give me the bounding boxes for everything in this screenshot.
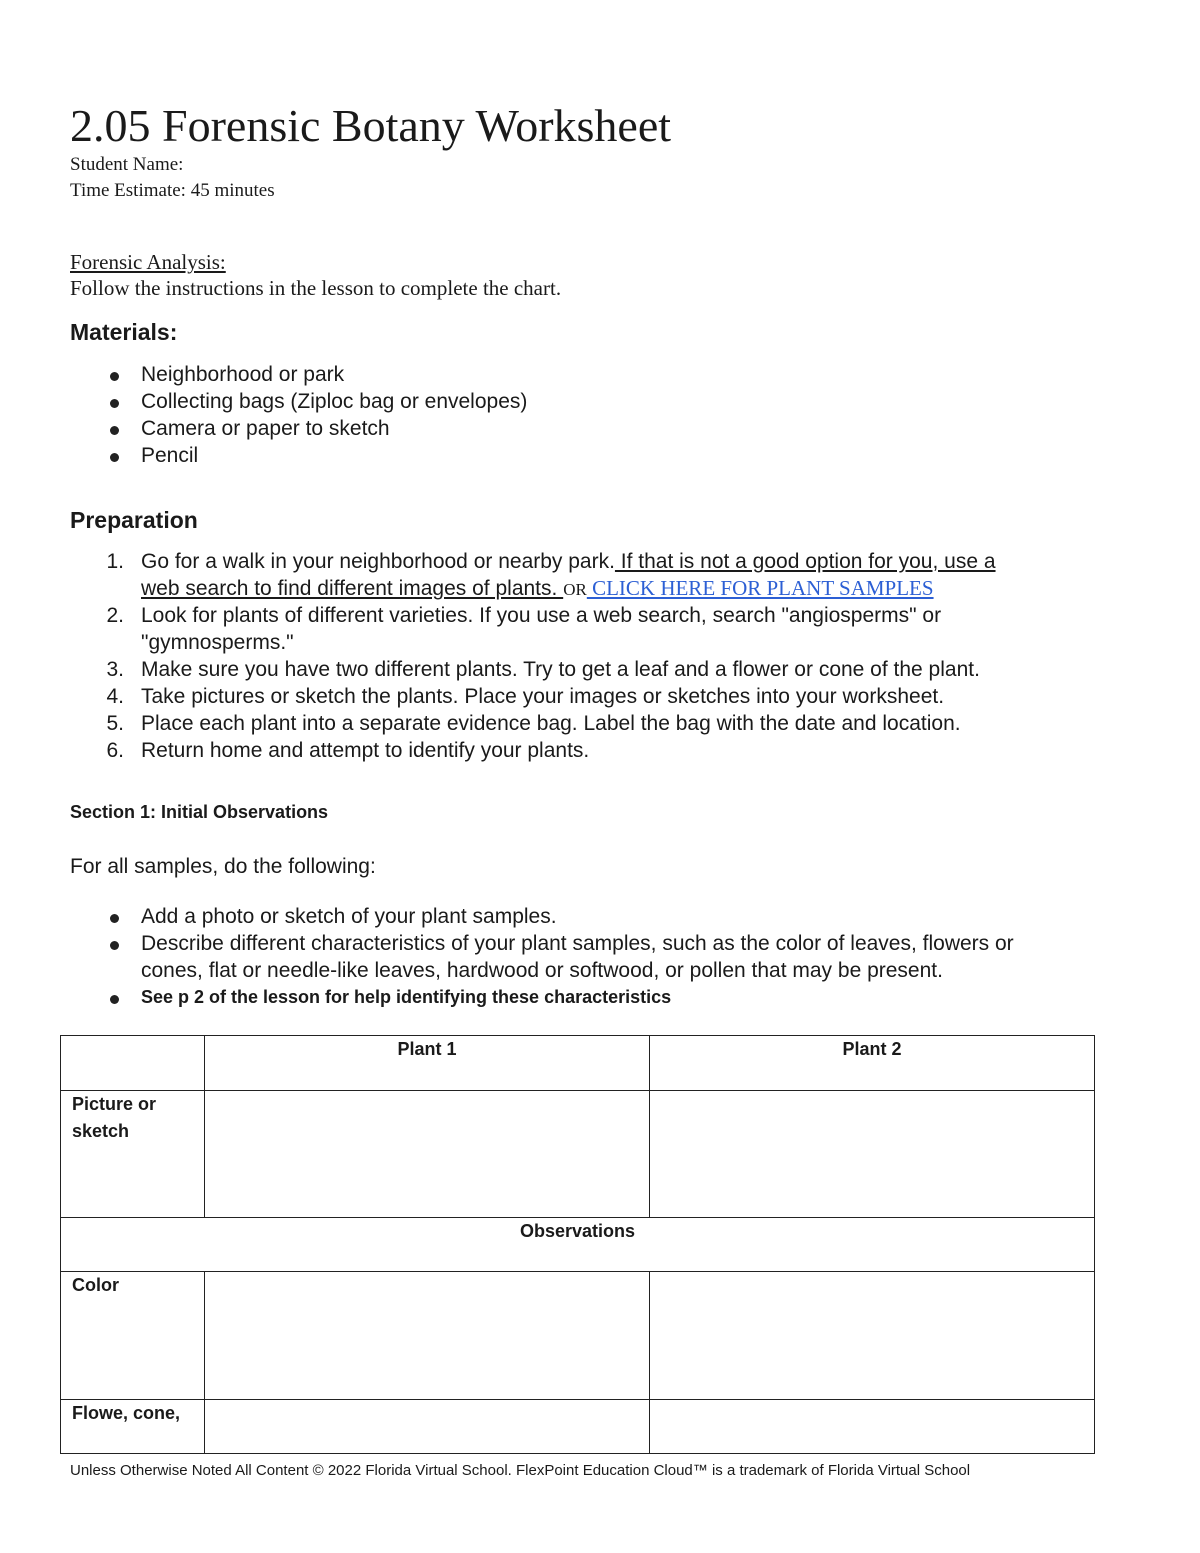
bullet-icon <box>110 399 119 408</box>
step-number: 3. <box>106 658 124 681</box>
bullet-icon <box>110 426 119 435</box>
table-row <box>61 1218 1095 1272</box>
student-name-label: Student Name: <box>70 154 184 175</box>
time-estimate: Time Estimate: 45 minutes <box>70 180 275 201</box>
page-title: 2.05 Forensic Botany Worksheet <box>70 100 672 151</box>
materials-item-text: Pencil <box>141 444 199 467</box>
step-text: Look for plants of different varieties. If you use a web search, search "angiosperms" or <box>141 604 942 627</box>
step-number: 6. <box>106 739 124 762</box>
step1-or: OR <box>563 580 587 599</box>
section1-item-text: cones, flat or needle-like leaves, hardwood or softwood, or pollen that may be present. <box>141 959 943 982</box>
preparation-heading: Preparation <box>70 507 198 533</box>
table-header-row <box>61 1036 1095 1091</box>
bullet-icon <box>110 995 119 1004</box>
bullet-icon <box>110 372 119 381</box>
section1-item-text: See p 2 of the lesson for help identifying these characteristics <box>141 987 672 1007</box>
plant1-flower-cell[interactable] <box>205 1400 650 1454</box>
materials-item-text: Neighborhood or park <box>141 363 345 386</box>
section1-heading: Section 1: Initial Observations <box>70 802 329 822</box>
step1-lead: Go for a walk in your neighborhood or nearby park. <box>141 550 615 573</box>
step-text: Place each plant into a separate evidence bag. Label the bag with the date and location. <box>141 712 961 735</box>
plant2-color-cell[interactable] <box>650 1272 1095 1400</box>
observations-header: Observations <box>61 1218 1095 1272</box>
step-number: 1. <box>106 550 124 573</box>
samples-intro: For all samples, do the following: <box>70 855 376 878</box>
plant2-header: Plant 2 <box>650 1036 1095 1091</box>
bullet-icon <box>110 914 119 923</box>
step-text <box>141 575 934 603</box>
footer-text: Unless Otherwise Noted All Content © 2022 Florida Virtual School. FlexPoint Education Cloud™ is a trademark of Florida Virtual School <box>70 1462 971 1479</box>
color-row-label: Color <box>61 1272 205 1400</box>
table-row <box>61 1091 1095 1218</box>
forensic-analysis-heading: Forensic Analysis: <box>70 250 226 274</box>
step-text: Make sure you have two different plants. Try to get a leaf and a flower or cone of the plant. <box>141 658 980 681</box>
bullet-icon <box>110 941 119 950</box>
plant1-header: Plant 1 <box>205 1036 650 1091</box>
step1-underlined: web search to find different images of plants. <box>141 577 564 600</box>
materials-heading: Materials: <box>70 319 178 345</box>
step-number: 2. <box>106 604 124 627</box>
plant2-flower-cell[interactable] <box>650 1400 1095 1454</box>
plant2-picture-cell[interactable] <box>650 1091 1095 1218</box>
plant1-color-cell[interactable] <box>205 1272 650 1400</box>
step-text: Take pictures or sketch the plants. Place your images or sketches into your worksheet. <box>141 685 945 708</box>
step-number: 5. <box>106 712 124 735</box>
step-text: "gymnosperms." <box>141 631 294 654</box>
plant1-picture-cell[interactable] <box>205 1091 650 1218</box>
section1-item-text: Describe different characteristics of your plant samples, such as the color of leaves, flowers or <box>141 932 1014 955</box>
observations-table <box>60 1035 1095 1454</box>
step-text <box>141 548 996 575</box>
step-number: 4. <box>106 685 124 708</box>
picture-row-label: Picture or sketch <box>61 1091 205 1218</box>
bullet-icon <box>110 453 119 462</box>
table-row <box>61 1400 1095 1454</box>
materials-item-text: Collecting bags (Ziploc bag or envelopes) <box>141 390 528 413</box>
step1-underlined: If that is not a good option for you, use a <box>614 550 996 573</box>
forensic-analysis-text: Follow the instructions in the lesson to complete the chart. <box>70 276 562 300</box>
section1-item-text: Add a photo or sketch of your plant samples. <box>141 905 557 928</box>
step-text: Return home and attempt to identify your plants. <box>141 739 590 762</box>
flower-row-label: Flowe, cone, <box>61 1400 205 1454</box>
table-corner-cell <box>61 1036 205 1091</box>
table-row <box>61 1272 1095 1400</box>
plant-samples-link[interactable]: CLICK HERE FOR PLANT SAMPLES <box>586 576 934 600</box>
materials-item-text: Camera or paper to sketch <box>141 417 390 440</box>
